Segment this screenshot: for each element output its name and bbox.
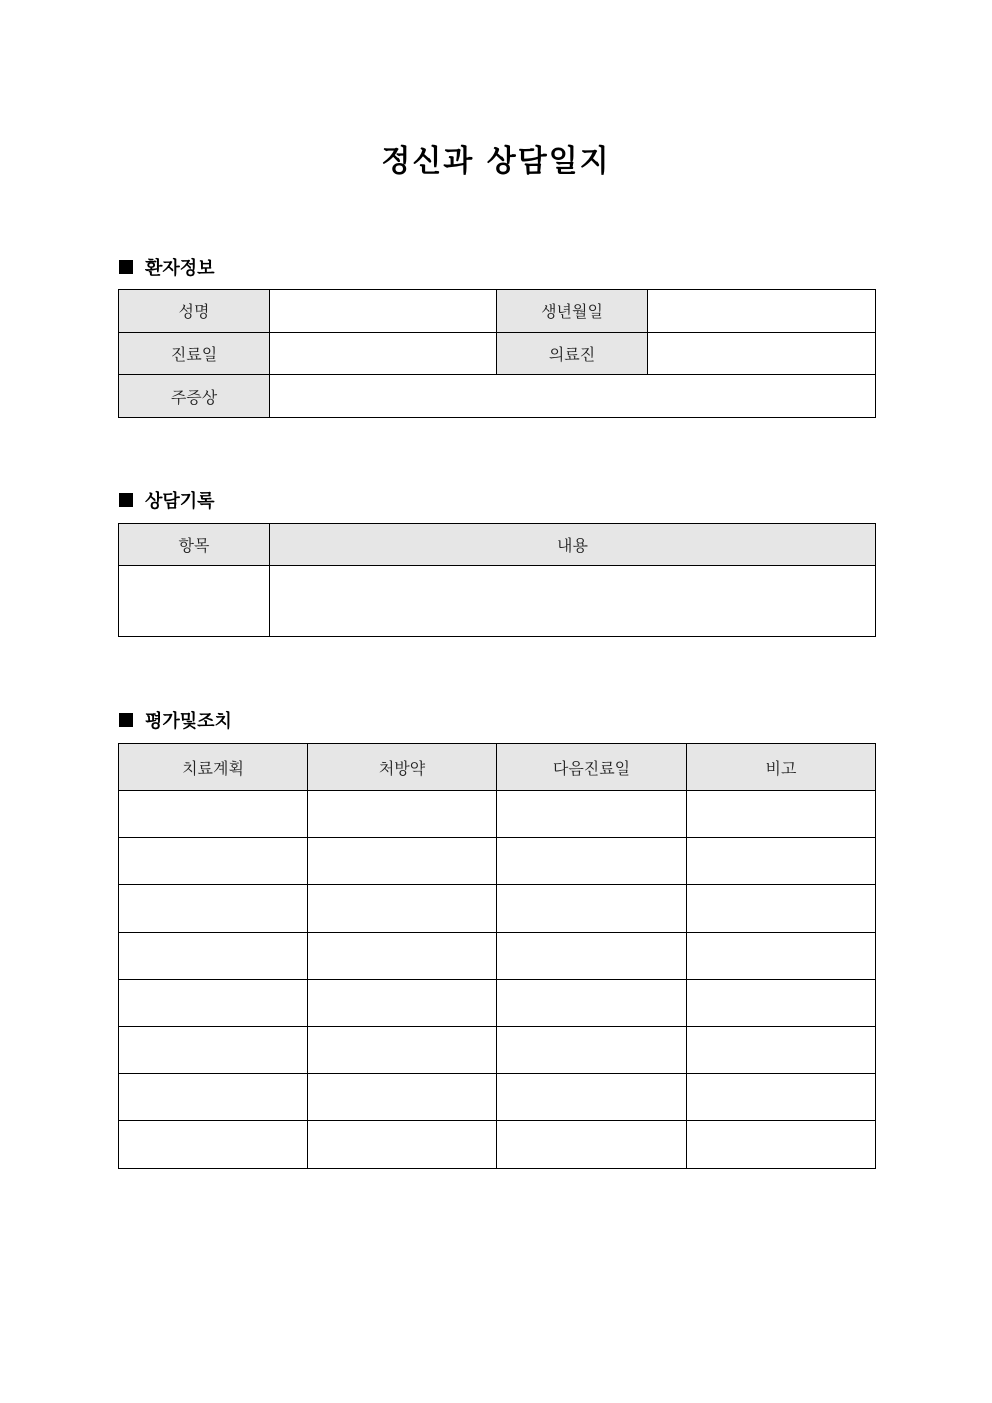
next-visit-cell[interactable] [497,885,687,932]
content-cell[interactable] [270,566,876,637]
treatment-plan-cell[interactable] [119,1026,308,1073]
chief-complaint-field[interactable] [270,375,876,418]
visit-date-label: 진료일 [119,332,270,375]
treatment-plan-cell[interactable] [119,1074,308,1121]
prescription-cell[interactable] [308,838,497,885]
next-visit-cell[interactable] [497,1026,687,1073]
next-visit-cell[interactable] [497,979,687,1026]
treatment-plan-cell[interactable] [119,791,308,838]
remarks-cell[interactable] [687,885,876,932]
square-bullet-icon [119,493,133,507]
column-header-content: 내용 [270,524,876,566]
remarks-cell[interactable] [687,1026,876,1073]
square-bullet-icon [119,260,133,274]
table-row [119,932,876,979]
next-visit-cell[interactable] [497,838,687,885]
section-heading-label: 환자정보 [145,258,215,279]
table-header-row [119,524,876,566]
remarks-cell[interactable] [687,1121,876,1168]
table-row [119,290,876,333]
visit-date-field[interactable] [270,332,497,375]
column-header-prescription: 처방약 [308,744,497,791]
treatment-plan-cell[interactable] [119,979,308,1026]
prescription-cell[interactable] [308,1026,497,1073]
table-row [119,566,876,637]
section-heading-label: 상담기록 [145,491,215,512]
prescription-cell[interactable] [308,885,497,932]
next-visit-cell[interactable] [497,932,687,979]
remarks-cell[interactable] [687,838,876,885]
prescription-cell[interactable] [308,791,497,838]
evaluation-table [118,743,876,1169]
clinician-label: 의료진 [497,332,648,375]
section-heading-counseling-record [119,487,215,513]
table-row [119,375,876,418]
table-header-row [119,744,876,791]
name-label: 성명 [119,290,270,333]
remarks-cell[interactable] [687,979,876,1026]
square-bullet-icon [119,713,133,727]
patient-info-table [118,289,876,418]
remarks-cell[interactable] [687,1074,876,1121]
table-row [119,979,876,1026]
section-heading-evaluation [119,707,232,733]
name-field[interactable] [270,290,497,333]
treatment-plan-cell[interactable] [119,838,308,885]
column-header-item: 항목 [119,524,270,566]
section-heading-label: 평가및조치 [145,711,232,732]
item-cell[interactable] [119,566,270,637]
table-row [119,1026,876,1073]
next-visit-cell[interactable] [497,791,687,838]
treatment-plan-cell[interactable] [119,1121,308,1168]
table-row [119,838,876,885]
clinician-field[interactable] [648,332,876,375]
prescription-cell[interactable] [308,1074,497,1121]
remarks-cell[interactable] [687,932,876,979]
chief-complaint-label: 주증상 [119,375,270,418]
birthdate-field[interactable] [648,290,876,333]
next-visit-cell[interactable] [497,1121,687,1168]
counseling-record-table [118,523,876,637]
prescription-cell[interactable] [308,1121,497,1168]
table-row [119,885,876,932]
prescription-cell[interactable] [308,979,497,1026]
treatment-plan-cell[interactable] [119,885,308,932]
document-title: 정신과 상담일지 [381,144,611,179]
table-row [119,791,876,838]
column-header-remarks: 비고 [687,744,876,791]
prescription-cell[interactable] [308,932,497,979]
section-heading-patient-info [119,254,215,280]
next-visit-cell[interactable] [497,1074,687,1121]
table-row [119,1121,876,1168]
table-row [119,1074,876,1121]
column-header-next-visit: 다음진료일 [497,744,687,791]
table-row [119,332,876,375]
remarks-cell[interactable] [687,791,876,838]
column-header-treatment-plan: 치료계획 [119,744,308,791]
birthdate-label: 생년월일 [497,290,648,333]
treatment-plan-cell[interactable] [119,932,308,979]
